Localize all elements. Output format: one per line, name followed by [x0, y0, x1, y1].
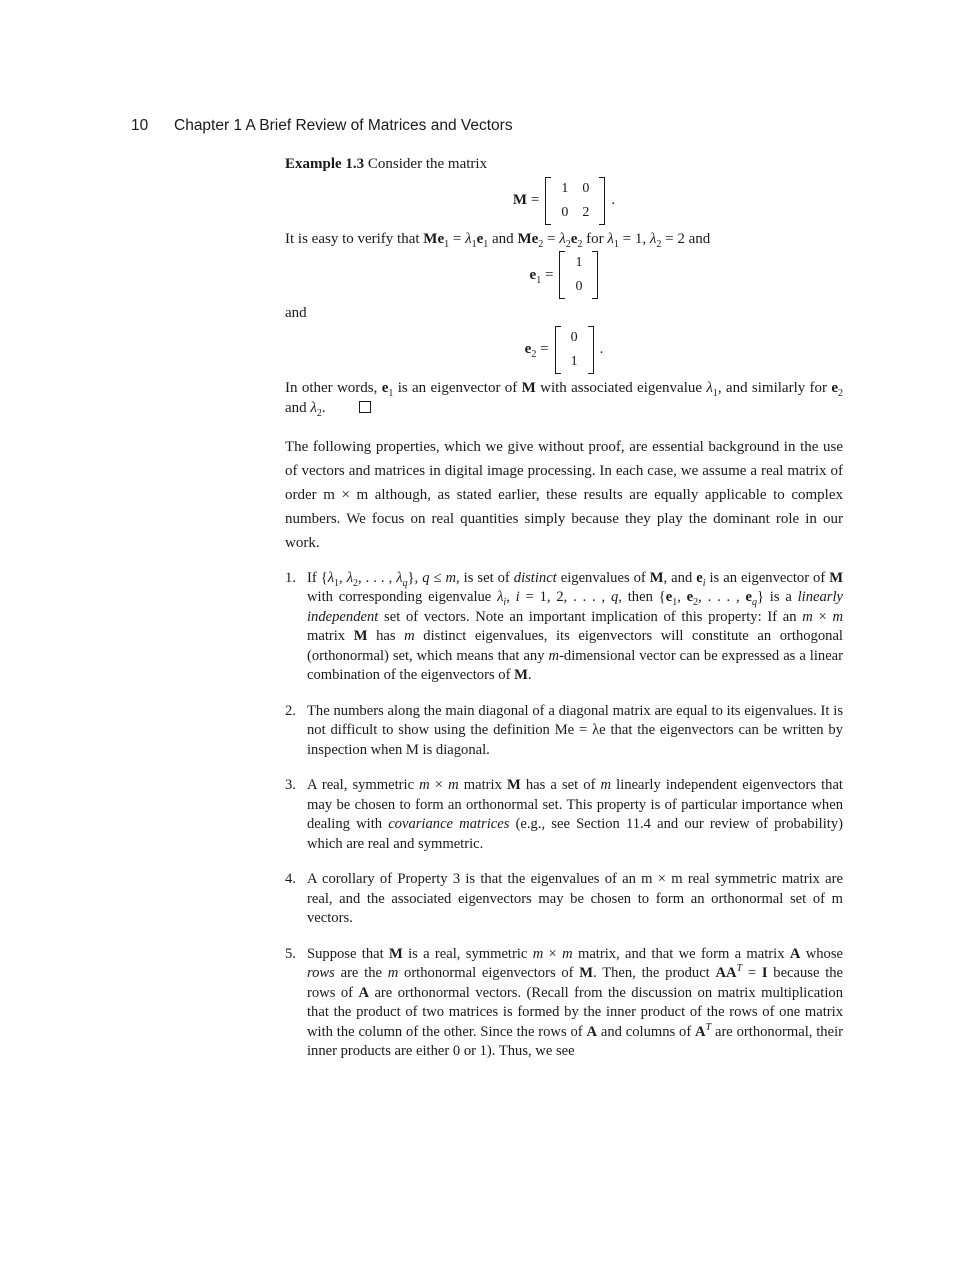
qed-square-icon	[359, 401, 371, 413]
page-number: 10	[131, 117, 149, 134]
and-word: and	[285, 305, 307, 321]
matrix-cell: 1	[575, 255, 583, 270]
matrix-cell: 0	[575, 279, 583, 294]
chapter-title: Chapter 1 A Brief Review of Matrices and Vectors	[174, 117, 513, 134]
matrix-cell: 1	[561, 180, 569, 196]
vector-e1	[559, 251, 598, 299]
properties-list	[285, 569, 843, 1062]
equation-matrix-M: M = 1 0 0 2 .	[285, 177, 843, 225]
matrix-cell: 2	[582, 204, 590, 220]
matrix-cell: 0	[570, 329, 578, 345]
example-intro-text: Consider the matrix	[367, 156, 488, 172]
list-item: 4. A corollary of Property 3 is that the eigenvalues of an m × m real symmetric matrix are real, and the associated eigenvectors may be chosen to form an orthonormal set of m vectors.	[285, 871, 843, 926]
verify-sentence: It is easy to verify that $Me_1 = \lambda_1e_1$ and $Me_2 = \lambda_2e_2$ for $\lambda_1 = 1$, $\lambda_2 = 2$ and	[285, 230, 711, 250]
example-label: Example 1.3	[285, 156, 365, 172]
list-item: 3. A real, symmetric m × m matrix M has a set of m linearly independent eigenvectors that may be chosen to form an orthonormal set. This property is of particular importance when dealing with covariance matrices (e.g., see Section 11.4 and our review of probability) which are real and symmetric.	[285, 777, 843, 852]
page-header	[131, 117, 513, 135]
example-intro	[285, 154, 843, 175]
page-body	[285, 154, 843, 1078]
intro-paragraph: The following properties, which we give without proof, are essential background in the use of vectors and matrices in digital image processing. In each case, we assume a real matrix of order m × m although, as stated earlier, these results are equally applicable to complex numbers. We focus on real quantities simply because they play the dominant role in our work.	[285, 438, 843, 551]
matrix-cell: 1	[570, 353, 578, 369]
equation-vector-e1: $e_1$ = 1 0	[285, 251, 843, 299]
matrix-cell: 0	[561, 204, 569, 220]
matrix-M	[545, 177, 605, 225]
example-conclusion: In other words, $e_1$ is an eigenvector of M with associated eigenvalue $\lambda_1$, and similarly for $e_2$ and $\lambda_2$.	[285, 379, 844, 419]
list-item: 1. If {$\lambda_1$, $\lambda_2$, . . . , $\lambda_q$}, q ≤ m, is set of distinct eigenvalues of M, and $e_i$ is an eigenvector of M with corresponding eigenvalue $\lambda_i$, i = 1, 2, . . . , q, then {$e_1$, $e_2$, . . . , $e_q$} is a linearly independent set of vectors. Note an important implication of this property: If an m × m matrix M has m distinct eigenvalues, its eigenvectors will constitute an orthogonal (orthonormal) set, which means that any m-dimensional vector can be expressed as a linear combination of the eigenvectors of M.	[285, 569, 844, 683]
matrix-cell: 0	[582, 180, 590, 196]
list-item: 5. Suppose that M is a real, symmetric m × m matrix, and that we form a matrix A whose rows are the m orthonormal eigenvectors of M. Then, the product $AA^T = I$ because the rows of A are orthonormal vectors. (Recall from the discussion on matrix multiplication that the product of two matrices is formed by the inner product of the rows of one matrix with the column of the other. Since the rows of A and columns of $A^T$ are orthonormal, their inner products are either 0 or 1). Thus, we see	[285, 945, 844, 1059]
equation-vector-e2: $e_2$ = 0 1 .	[285, 326, 843, 374]
vector-e2	[555, 326, 594, 374]
list-item: 2. The numbers along the main diagonal of a diagonal matrix are equal to its eigenvalues. It is not difficult to show using the definition Me = λe that the eigenvectors can be written by inspection when M is diagonal.	[285, 702, 843, 758]
